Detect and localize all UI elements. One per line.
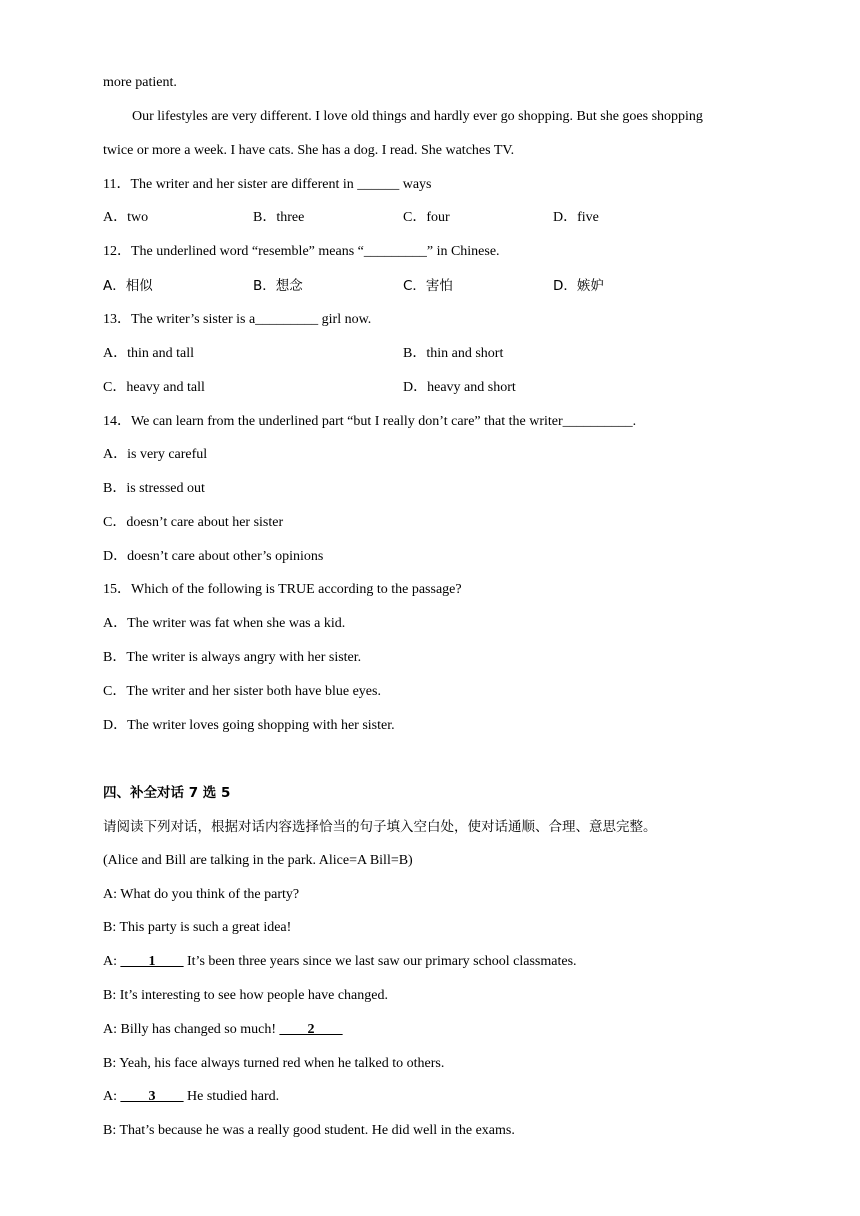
option-c: C．doesn’t care about her sister: [103, 515, 284, 530]
blank-2: ____2____: [279, 1022, 343, 1037]
blank-3: ____3____: [120, 1089, 184, 1104]
option-d: D．five: [553, 210, 599, 225]
option-c: C．heavy and tall: [103, 380, 205, 395]
option-a: A．相似: [103, 278, 153, 294]
dialogue-line: B: This party is such a great idea!: [103, 920, 292, 935]
option-a: A．The writer was fat when she was a kid.: [103, 616, 346, 631]
passage-line: twice or more a week. I have cats. She has a dog. I read. She watches TV.: [103, 143, 515, 158]
option-b: B．想念: [253, 278, 303, 294]
dialogue-line: B: It’s interesting to see how people have changed.: [103, 988, 388, 1003]
dialogue-line: [103, 953, 577, 971]
option-b: B．The writer is always angry with her sister.: [103, 650, 362, 665]
option-d: D．The writer loves going shopping with her sister.: [103, 718, 395, 733]
option-b: B．thin and short: [403, 346, 504, 361]
passage-line: more patient.: [103, 75, 177, 90]
stem-text: 12．The underlined word “: [103, 244, 259, 259]
blank-1: ____1____: [120, 954, 184, 969]
dialogue-text: He studied hard.: [183, 1089, 280, 1104]
speaker-label: A:: [103, 954, 121, 969]
dialogue-line: B: Yeah, his face always turned red when he talked to others.: [103, 1056, 445, 1071]
question-stem: 11．The writer and her sister are different in ______ ways: [103, 177, 432, 192]
option-a: A．thin and tall: [103, 346, 194, 361]
option-b: B．three: [253, 210, 305, 225]
question-stem: 15．Which of the following is TRUE according to the passage?: [103, 582, 462, 597]
option-c: C．four: [403, 210, 450, 225]
option-d: D．heavy and short: [403, 380, 516, 395]
option-b: B．is stressed out: [103, 481, 205, 496]
dialogue-text: A: Billy has changed so much!: [103, 1022, 280, 1037]
dialogue-line: B: That’s because he was a really good student. He did well in the exams.: [103, 1123, 515, 1138]
section-heading: 四、补全对话 7 选 5: [103, 785, 231, 801]
stem-keyword: resemble: [258, 244, 309, 259]
dialogue-line: [103, 1088, 279, 1106]
stem-text: ” means “_________” in Chinese.: [308, 244, 500, 259]
dialogue-context: (Alice and Bill are talking in the park. Alice=A Bill=B): [103, 853, 413, 868]
option-c: C．害怕: [403, 278, 453, 294]
dialogue-text: It’s been three years since we last saw our primary school classmates.: [183, 954, 577, 969]
question-stem: 14．We can learn from the underlined part “but I really don’t care” that the writer__________.: [103, 414, 637, 429]
option-d: D．嫉妒: [553, 278, 604, 294]
question-stem: 13．The writer’s sister is a_________ girl now.: [103, 312, 372, 327]
passage-line: Our lifestyles are very different. I love old things and hardly ever go shopping. But she goes shopping: [132, 109, 703, 124]
section-instruction: 请阅读下列对话，根据对话内容选择恰当的句子填入空白处，使对话通顺、合理、意思完整。: [103, 819, 657, 835]
dialogue-line: [103, 1021, 343, 1039]
option-d: D．doesn’t care about other’s opinions: [103, 549, 324, 564]
dialogue-line: A: What do you think of the party?: [103, 887, 300, 902]
option-a: A．two: [103, 210, 149, 225]
option-a: A．is very careful: [103, 447, 208, 462]
option-c: C．The writer and her sister both have blue eyes.: [103, 684, 381, 699]
speaker-label: A:: [103, 1089, 121, 1104]
question-stem: [103, 243, 500, 261]
